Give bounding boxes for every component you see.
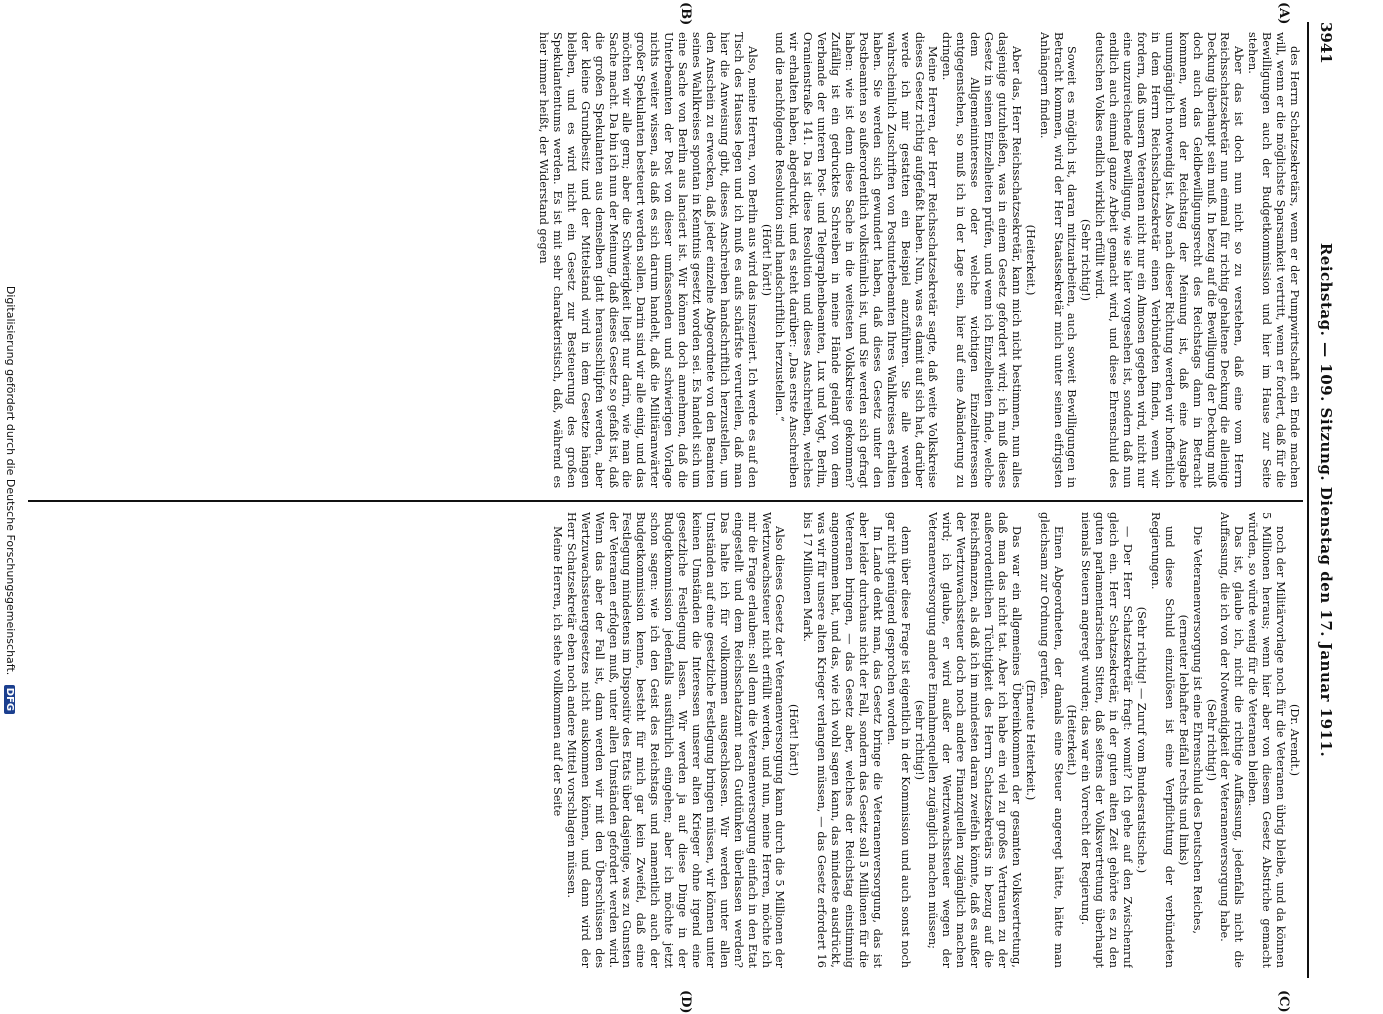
margin-marker-c: (C) (1276, 990, 1291, 1013)
paragraph: Einen Abgeordneten, der damals eine Steuer angeregt hätte, hätte man gleichsam zur Ordnung gerufen. (1037, 512, 1065, 968)
margin-marker-d: (D) (678, 990, 693, 1014)
text-column-right-page-half (31, 32, 1301, 488)
column-divider (28, 500, 1303, 502)
paragraph: (Sehr richtig! — Zuruf vom Bundesratstische.) (1135, 606, 1149, 874)
paragraph: (Hört! hört!) (787, 703, 801, 777)
digitization-credit (4, 0, 17, 1000)
running-header (1309, 22, 1339, 978)
paragraph: und diese Schuld einzulösen ist eine Verpflichtung der verbündeten Regierungen. (1148, 512, 1176, 968)
paragraph: Das ist, glaube ich, nicht die richtige Auffassung, jedenfalls nicht die Auffassung, die ich von der Notwendigkeit der Veteranenversorgung habe. (1218, 512, 1246, 968)
paragraph: (Heiterkeit.) (1023, 224, 1037, 296)
paragraph: Aber das ist doch nun nicht so zu verstehen, daß eine vom Herrn Reichsschatzsekretär nun einmal für richtig gehaltene Deckung die alleinige Deckung überhaupt sein muß. In bezug auf die Bewilligung der Deckung muß doch auch das Geldbewilligungsrecht des Reichstags dann in Betracht kommen, wenn der Reichstag der Meinung ist, daß eine Ausgabe unumgänglich notwendig ist. Also nach dieser Richtung werden wir hoffentlich in dem Herrn Reichsschatzsekretär einen Verbündeten finden, wenn wir fordern, daß unsern Veteranen nicht nur ein Almosen gegeben wird, nicht nur eine unzureichende Bewilligung, wie sie hier vorgesehen ist, sondern daß nun endlich auch einmal ganze Arbeit gemacht wird, und diese Ehrenschuld des deutschen Volkes endlich wirklich erfüllt wird. (1093, 32, 1246, 488)
paragraph: Im Lande denkt man, das Gesetz bringe die Veteranenversorgung, das ist aber leider durchaus nicht der Fall, sondern das Gesetz soll 5 Millionen für die Veteranen bringen, — das Gesetz aber, welches der Reichstag einstimmig angenommen hat, und das, wie ich wohl sagen kann, das mindeste ausdrückt, was wir für unsere alten Krieger verlangen müssen, — das Gesetz erfordert 16 bis 17 Millionen Mark. (801, 512, 884, 968)
paragraph: — Der Herr Schatzsekretär fragt: womit? Ich gehe auf den Zwischenruf gleich ein. Herr Schatzsekretär, in der guten alten Zeit gehörte es zu den guten parlamentarischen Sitten, daß seitens der Volksvertretung überhaupt niemals Steuern angeregt wurden; das war ein Vorrecht der Regierung. (1079, 512, 1135, 968)
paragraph: Soweit es möglich ist, daran mitzuarbeiten, auch soweit Bewilligungen in Betracht kommen, wird der Herr Staatssekretär mich unter seinen eifrigsten Anhängern finden. (1037, 32, 1079, 488)
dfg-logo: DFG (4, 685, 15, 714)
margin-marker-a: (A) (1276, 2, 1291, 25)
paragraph: (erneuter lebhafter Beifall rechts und links) (1176, 614, 1190, 866)
paragraph: (Erneute Heiterkeit.) (1023, 679, 1037, 801)
paragraph: (sehr richtig!) (912, 699, 926, 781)
paragraph: Das war ein allgemeines Übereinkommen der gesamten Volksvertretung, daß man das nicht tat. Aber ich habe ein viel zu großes Vertrauen zu der außerordentlichen Tüchtigkeit des Herrn Schatzsekretärs in bezug auf die Reichsfinanzen, als daß ich im mindesten daran zweifeln könnte, daß es außer der Wertzuwachssteuer doch noch andere Finanzquellen zugänglich machen wird; ich glaube, er wird außer der Wertzuwachssteuer wegen der Veteranenversorgung andere Einnahmequellen zugänglich machen müssen; (926, 512, 1023, 968)
margin-marker-b: (B) (678, 2, 693, 26)
paragraph: noch der Militärvorlage noch für die Veteranen übrig bleibe, und da können 5 Millionen heraus; wenn hier aber von diesem Gesetz Abstriche gemacht würden, so würde wenig für die Veteranen bleiben. (1246, 512, 1288, 968)
paragraph: (Hört! hört!) (759, 223, 773, 297)
page-number: 3941 (1317, 22, 1335, 64)
paragraph: denn über diese Frage ist eigentlich in der Kommission und auch sonst noch gar nicht genügend gesprochen worden. (884, 512, 912, 968)
paragraph: des Herrn Schatzsekretärs, wenn er der Pumpwirtschaft ein Ende machen will, wenn er die möglichste Sparsamkeit vertritt, wenn er fordert, daß für die Bewilligungen auch der Budgetkommission und hier im Hause zur Seite stehen. (1246, 32, 1301, 488)
paragraph: (Dr. Arendt.) (1288, 703, 1301, 777)
paragraph: Also, meine Herren, von Berlin aus wird das inszeniert. Ich werde es auf den Tisch des Hauses legen und ich muß es aufs schärfste verurteilen, daß man hier die Anweisung gibt, dieses Anschreiben handschriftlich herzustellen, um den Anschein zu erwecken, daß jeder einzelne Abgeordnete von den Beamten seines Wahlkreises spontan in Kenntnis gesetzt worden sei. Es handelt sich um eine Sache von Berlin aus lanciert ist. Wir können doch annehmen, daß die Unterbeamten der Post von dieser umfassenden und schwierigen Vorlage nichts weiter wissen, als daß es sich darum handelt, daß die Militäranwärter großer Spekulanten besteuert werden sollen. Darin sind wir alle einig, und das möchten wir alle gern; aber die Schwierigkeit liegt nur darin, wie man die Sache macht. Da bin ich nun der Meinung, daß dieses Gesetz so gefaßt ist, daß die großen Spekulanten aus demselben glatt herausschlüpfen werden, aber der kleine Grundbesitz und der Mittelstand wird in dem Gesetze hängen bleiben, und es wird nicht ein Gesetz zur Besteuerung des großen Spekulantentums werden. Es ist mit sehr charakteristisch, daß, während es hier immer heißt, der Widerstand gegen (537, 32, 759, 488)
paragraph: (Heiterkeit.) (1065, 704, 1079, 776)
credit-text: Digitalisierung gefördert durch die Deutsche Forschungsgemeinschaft. (4, 285, 17, 676)
text-column-left-page-half (31, 512, 1301, 968)
paragraph: Also dieses Gesetz der Veteranenversorgung kann durch die 5 Millionen der Wertzuwachssteuer nicht erfüllt werden, und nun, meine Herren, möchte ich mir die Frage erlauben: soll denn die Veteranenversorgung einfach in den Etat eingestellt und dem Reichsschatzamt nach Gutdünken überlassen werden? Das halte ich für vollkommen ausgeschlossen. Wir werden unter allen Umständen auf eine gesetzliche Festlegung bringen müssen, wir können unter keinen Umständen die Interessen unserer alten Krieger ohne irgend eine gesetzliche Festlegung lassen. Wir werden ja auf diese Dinge in der Budgetkommission jedenfalls ausführlich eingehen; aber ich möchte jetzt schon sagen: wie ich den Geist des Reichstags und namentlich auch der Budgetkommission kenne, besteht für mich gar kein Zweifel, daß eine Festlegung mindestens im Dispositiv des Etats über dasjenige, was zu Gunsten der Veteranen erfolgen muß, unter allen Umständen gefordert werden wird. Wenn das aber der Fall ist, dann werden wir mit den Überschüssen des Wertzuwachssteuergesetzes nicht auskommen können, und dann wird der Herr Schatzsekretär eben noch andere Mittel vorschlagen müssen. (564, 512, 787, 968)
paragraph: Die Veteranenversorgung ist eine Ehrenschuld des Deutschen Reiches, (1190, 526, 1204, 935)
paragraph: Meine Herren, der Herr Reichsschatzsekretär sagte, daß weite Volkskreise dieses Gesetz richtig aufgefaßt haben. Nun, was es damit auf sich hat, darüber werde ich mir gestatten ein Beispiel anzuführen. Sie alle werden wahrscheinlich Zuschriften von Postunterbeamten Ihres Wahlkreises erhalten haben. Sie werden sich gewundert haben, daß dieses Gesetz unter den Postbeamten so außerordentlich volkstümlich ist, und Sie werden sich gefragt haben: wie ist denn diese Sache in die weitesten Volkskreise gekommen? Zufällig ist ein gedrucktes Schreiben in meine Hände gelangt von dem Verbande der unteren Post- und Telegraphenbeamten, Lux und Vogt, Berlin, Oranienstraße 141. Da ist diese Resolution und dieses Anschreiben, welches wir erhalten haben, abgedruckt, und es steht darüber: „Das erste Anschreiben und die nachfolgende Resolution sind handschriftlich herzustellen.“ (773, 32, 940, 488)
paragraph: Aber das, Herr Reichsschatzsekretär, kann mich nicht bestimmen, nun alles dasjenige gutzuheißen, was in einem Gesetz gefordert wird; ich muß dieses Gesetz in seinen Einzelheiten prüfen, und wenn ich Einzelheiten finde, welche dem Allgemeininteresse oder welche wichtigen Einzelinteressen entgegenstehen, so muß ich in der Lage sein, hier auf eine Abänderung zu dringen. (940, 32, 1023, 488)
header-title: Reichstag. — 109. Sitzung. Dienstag den 17. Januar 1911. (1317, 242, 1335, 758)
paragraph: (Sehr richtig!) (1079, 218, 1093, 302)
paragraph: Meine Herren, ich stehe vollkommen auf der Seite (550, 526, 564, 817)
paragraph: (Sehr richtig!) (1204, 698, 1218, 782)
header-rule (1307, 22, 1309, 978)
